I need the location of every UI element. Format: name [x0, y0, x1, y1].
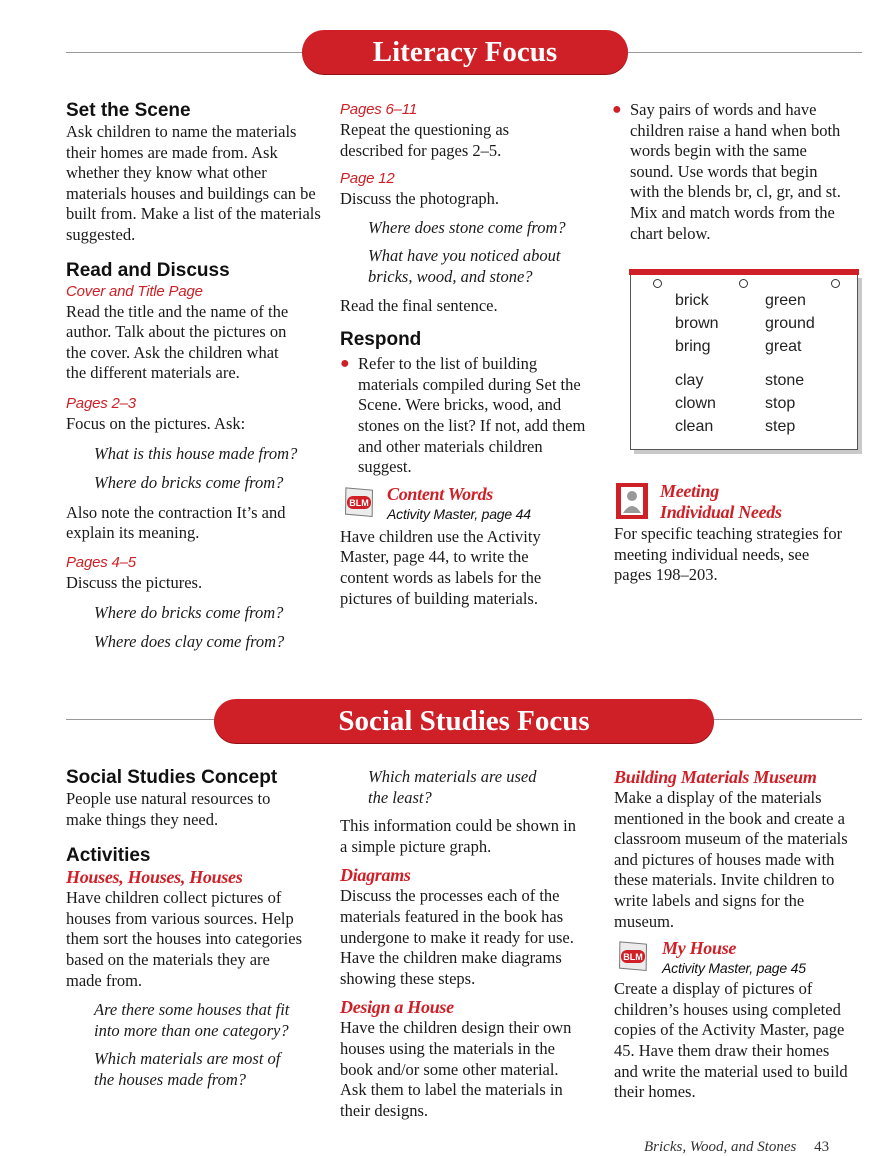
chart-word: clay — [675, 372, 704, 389]
my-house-text: Create a display of pictures of children’s houses using completed copies of the Activity Master, page 45. Have them draw their homes and write the material used to build their homes. — [614, 979, 848, 1102]
footer-page-number: 43 — [814, 1139, 830, 1155]
word-chart — [630, 274, 858, 450]
cover-title-page-text: Read the title and the name of the author. Talk about the pictures on the cover. Ask the children what the different materials are. — [66, 301, 289, 383]
page-12-text: Discuss the photograph. — [340, 189, 500, 209]
cover-title-page-label: Cover and Title Page — [66, 282, 203, 300]
chart-word: stone — [765, 372, 805, 389]
question-stone-come-from: Where does stone come from? — [368, 217, 566, 237]
blm-badge-text: BLM — [623, 952, 643, 963]
banner-rule-left — [66, 52, 306, 53]
museum-title: Building Materials Museum — [614, 767, 817, 787]
activities-heading: Activities — [66, 845, 151, 867]
literacy-column-1 — [66, 100, 324, 653]
question-used-least: Which materials are used the least? — [368, 767, 537, 807]
pages-2-3-label: Pages 2–3 — [66, 394, 136, 412]
literacy-focus-banner: Literacy Focus — [302, 30, 628, 74]
chart-word: step — [765, 418, 796, 435]
chart-word: clean — [675, 418, 714, 435]
meeting-needs-text: For specific teaching strategies for meeting individual needs, see pages 198–203. — [614, 524, 843, 585]
chart-top-bar — [629, 269, 859, 275]
question-house-made-from: What is this house made from? — [94, 443, 298, 463]
diagrams-title: Diagrams — [340, 865, 411, 886]
social-column-3 — [614, 767, 862, 1103]
footer-book-title: Bricks, Wood, and Stones — [644, 1139, 797, 1155]
page-12-label: Page 12 — [340, 170, 395, 188]
houses-text: Have children collect pictures of houses from various sources. Help them sort the houses into categories based on the materials they are made from. — [66, 888, 302, 990]
content-words-title: Content Words — [387, 483, 493, 504]
meeting-needs-block — [614, 481, 860, 586]
blm-icon — [340, 484, 380, 520]
student-book-icon — [614, 481, 650, 521]
bullet-icon: ● — [612, 101, 622, 118]
chart-word: bring — [675, 338, 711, 355]
pages-6-11-text: Repeat the questioning as described for pages 2–5. — [340, 120, 510, 160]
chart-word: stop — [765, 395, 796, 412]
blends-bullet — [612, 100, 862, 244]
banner-rule-left — [66, 719, 218, 720]
blm-icon — [614, 938, 654, 974]
chart-word: green — [765, 292, 806, 309]
chart-word: great — [765, 338, 802, 355]
read-and-discuss-heading: Read and Discuss — [66, 259, 230, 281]
hole-icon — [739, 279, 748, 288]
respond-bullet — [340, 354, 590, 478]
hole-icon — [831, 279, 840, 288]
museum-text: Make a display of the materials mentioned in the book and create a classroom museum of the materials and pictures of houses made with these materials. Invite children to write labels and signs for the museum. — [614, 788, 848, 931]
chart-word: brick — [675, 292, 709, 309]
literacy-column-2 — [340, 100, 590, 609]
my-house-block — [614, 938, 862, 977]
houses-title: Houses, Houses, Houses — [66, 867, 243, 888]
my-house-ref: Activity Master, page 45 — [662, 960, 806, 977]
content-words-block — [340, 484, 590, 523]
meeting-title-line2: Individual Needs — [660, 502, 782, 522]
set-the-scene-heading: Set the Scene — [66, 100, 191, 121]
set-the-scene-text: Ask children to name the materials their homes are made from. Ask whether they know what other materials houses and buildings can be built from. Make a list of the materials suggested. — [66, 122, 321, 244]
content-words-text: Have children use the Activity Master, page 44, to write the content words as labels for the pictures of building materials. — [340, 526, 542, 608]
pages-6-11-label: Pages 6–11 — [340, 101, 417, 118]
contraction-note: Also note the contraction It’s and explain its meaning. — [66, 502, 286, 543]
question-bricks-come-from: Where do bricks come from? — [94, 473, 284, 493]
question-noticed-bricks: What have you noticed about bricks, wood, and stone? — [368, 246, 561, 286]
literacy-column-3 — [612, 100, 862, 244]
page-footer — [644, 1139, 829, 1156]
bullet-icon: ● — [340, 355, 350, 373]
blends-bullet-text: Say pairs of words and have children raise a hand when both words begin with the same sound. Use words that begin with the blends br, cl, gr, and st. Mix and match words from the chart below. — [630, 100, 841, 243]
social-studies-focus-banner: Social Studies Focus — [214, 699, 714, 743]
pages-4-5-label: Pages 4–5 — [66, 553, 136, 571]
read-final-sentence: Read the final sentence. — [340, 295, 498, 315]
pages-2-3-text: Focus on the pictures. Ask: — [66, 413, 246, 433]
content-words-ref: Activity Master, page 44 — [387, 505, 531, 522]
hole-icon — [653, 279, 662, 288]
meeting-title-line1: Meeting — [660, 481, 719, 501]
respond-bullet-text: Refer to the list of building materials compiled during Set the Scene. Were bricks, wood, and stones on the list? If not, add them and other materials children suggest. — [358, 354, 586, 477]
question-more-than-one-category: Are there some houses that fit into more than one category? — [94, 1000, 290, 1040]
respond-heading: Respond — [340, 329, 422, 351]
question-most-houses-made-from: Which materials are most of the houses made from? — [94, 1049, 281, 1089]
chart-word: ground — [765, 315, 815, 332]
design-house-title: Design a House — [340, 997, 454, 1018]
chart-word: clown — [675, 395, 716, 412]
meeting-needs-header — [614, 481, 860, 523]
social-column-1 — [66, 767, 328, 1091]
question-clay-come-from: Where does clay come from? — [94, 632, 285, 652]
design-house-text: Have the children design their own houses using the materials in the book and/or some other material. Ask them to label the materials in their designs. — [340, 1018, 572, 1120]
social-studies-concept-heading: Social Studies Concept — [66, 767, 278, 788]
chart-word: brown — [675, 315, 719, 332]
banner-rule-right — [710, 719, 862, 720]
picture-graph-text: This information could be shown in a simple picture graph. — [340, 816, 577, 856]
banner-rule-right — [624, 52, 862, 53]
my-house-title: My House — [662, 938, 737, 959]
question-bricks-come-from-2: Where do bricks come from? — [94, 602, 284, 622]
blm-badge-text: BLM — [349, 497, 369, 508]
social-column-2 — [340, 767, 592, 1121]
social-studies-concept-text: People use natural resources to make things they need. — [66, 789, 271, 829]
diagrams-text: Discuss the processes each of the materials featured in the book has undergone to make it ready for use. Have the children make diagrams showing these steps. — [340, 886, 574, 988]
pages-4-5-text: Discuss the pictures. — [66, 572, 203, 592]
